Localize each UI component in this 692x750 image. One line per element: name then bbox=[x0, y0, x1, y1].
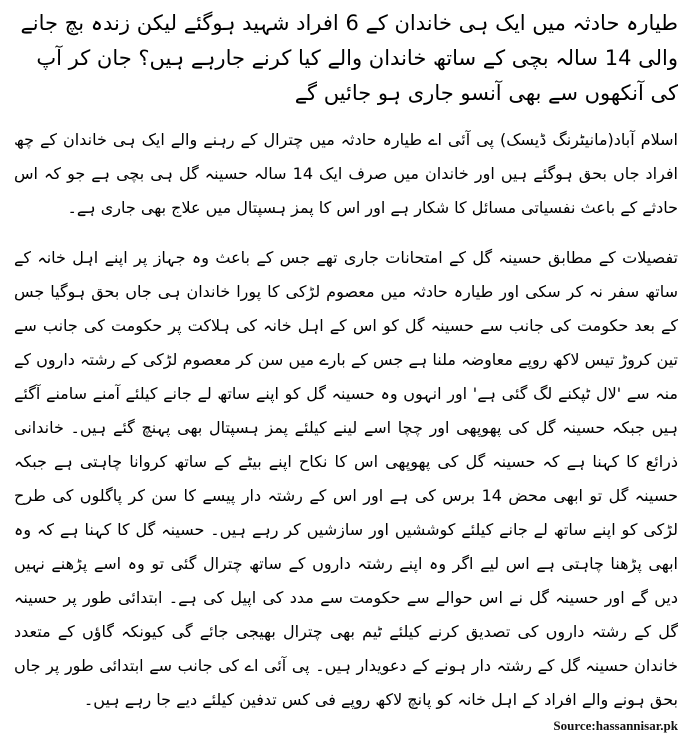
article-paragraph-details: تفصیلات کے مطابق حسینہ گل کے امتحانات جاری تھے جس کے باعث وہ جہاز پر اپنے اہل خانہ کے ساتھ سفر نہ کر سکی اور طیارہ حادثہ میں معصوم لڑکی کا پورا خاندان ہی جاں بحق ہوگیا جس کے بعد حکومت کی جانب سے حسینہ گل کو اس کے اہل خانہ کی ہلاکت پر حکومت کی جانب سے تین کروڑ تیس لاکھ روپے معاوضہ ملنا ہے جس کے بارے میں سن کر معصوم لڑکی کے رشتہ داروں کے منہ سے 'لال ٹپکنے لگ گئی ہے' اور انہوں وہ حسینہ گل کو اپنے ساتھ لے جانے کیلئے آمنے سامنے آگئے ہیں جبکہ حسینہ گل کی پھوپھی اور چچا اسے لینے کیلئے پمز ہسپتال بھی پہنچ گئے ہیں۔ خاندانی ذرائع کا کہنا ہے کہ حسینہ گل کی پھوپھی اس کا نکاح اپنے بیٹے کے ساتھ کروانا چاہتی ہے جبکہ حسینہ گل تو ابھی محض 14 برس کی ہے اور اس کے رشتہ دار پیسے کا سن کر پاگلوں کی طرح لڑکی کو اپنے ساتھ لے جانے کیلئے کوششیں اور سازشیں کر رہے ہیں۔ حسینہ گل کا کہنا ہے کہ وہ ابھی پڑھنا چاہتی ہے اس لیے اگر وہ اپنے رشتہ داروں کے ساتھ چترال گئی تو وہ اسے پڑھنے نہیں دیں گے اور حسینہ گل نے اس حوالے سے حکومت سے مدد کی اپیل کی ہے۔ ابتدائی طور پر حسینہ گل کے رشتہ داروں کی تصدیق کرنے کیلئے ٹیم بھی چترال بھیجی جائے گی کیونکہ گاؤں کے متعدد خاندان حسینہ گل کے رشتہ دار ہونے کے دعویدار ہیں۔ پی آئی اے کی جانب سے ابتدائی طور پر جاں بحق ہونے والے افراد کے اہل خانہ کو پانچ لاکھ روپے فی کس تدفین کیلئے دیے جا رہے ہیں۔ bbox=[14, 248, 679, 709]
source-credit: Source:hassannisar.pk bbox=[553, 718, 678, 733]
news-article bbox=[14, 6, 678, 733]
article-headline: طیارہ حادثہ میں ایک ہی خاندان کے 6 افراد شہید ہوگئے لیکن زندہ بچ جانے والی 14 سالہ بچی کے ساتھ خاندان والے کیا کرنے جارہے ہیں؟ جان کر آپ کی آنکھوں سے بھی آنسو جاری ہو جائیں گے bbox=[20, 11, 678, 105]
article-paragraph-intro: اسلام آباد(مانیٹرنگ ڈیسک) پی آئی اے طیارہ حادثہ میں چترال کے رہنے والے ایک ہی خاندان کے چھ افراد جاں بحق ہوگئے ہیں اور خاندان میں صرف ایک 14 سالہ حسینہ گل ہی بچی ہے جو کہ اس حادثے کے باعث نفسیاتی مسائل کا شکار ہے اور اس کا پمز ہسپتال میں علاج بھی جاری ہے۔ bbox=[14, 130, 679, 217]
